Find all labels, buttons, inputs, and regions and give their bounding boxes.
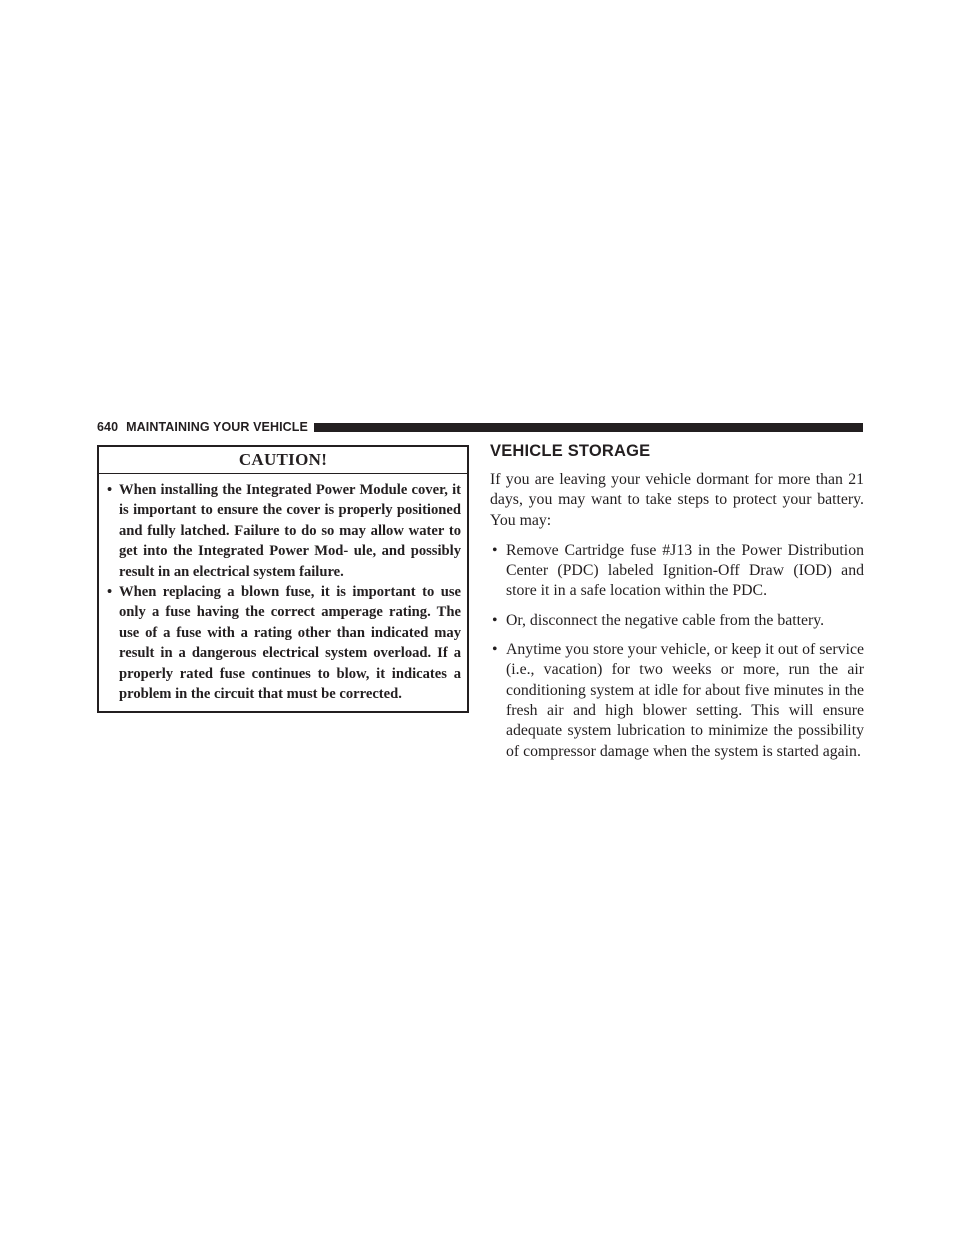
list-item <box>490 611 864 631</box>
caution-item <box>99 480 461 582</box>
bullet-icon: • <box>492 541 498 559</box>
list-item-text: Remove Cartridge fuse #J13 in the Power Distribution Center (PDC) labeled Ignition-Off Draw (IOD) and store it in a safe location within the PDC. <box>506 541 864 600</box>
bullet-icon: • <box>107 584 113 601</box>
section-heading: VEHICLE STORAGE <box>490 442 651 460</box>
caution-item-text: When replacing a blown fuse, it is important to use only a fuse having the correct amperage rating. The use of a fuse with a rating other than indicated may result in a dangerous electrical system overload. If a properly rated fuse continues to blow, it indicates a problem in the circuit that must be corrected. <box>119 584 461 703</box>
caution-item <box>99 582 461 704</box>
bullet-icon: • <box>107 482 113 498</box>
vehicle-storage-section <box>490 440 864 771</box>
header-rule <box>314 423 863 432</box>
intro-paragraph: If you are leaving your vehicle dormant for more than 21 days, you may want to take steps to protect your battery. You may: <box>490 471 864 529</box>
section-title: MAINTAINING YOUR VEHICLE <box>126 420 308 434</box>
page-header <box>97 419 863 435</box>
storage-steps-list <box>490 541 864 762</box>
list-item <box>490 640 864 762</box>
list-item <box>490 541 864 602</box>
bullet-icon: • <box>492 641 498 659</box>
caution-list <box>99 474 467 704</box>
caution-title: CAUTION! <box>99 447 467 474</box>
bullet-icon: • <box>492 611 498 629</box>
page-number: 640 <box>97 420 119 434</box>
list-item-text: Anytime you store your vehicle, or keep it out of service (i.e., vacation) for two weeks or more, run the air conditioning system at idle for about five minutes in the fresh air and high blower setting. This will ensure adequate system lubrication to minimize the possibility of compressor damage when the system is started again. <box>506 641 864 760</box>
caution-box <box>97 445 469 713</box>
list-item-text: Or, disconnect the negative cable from the battery. <box>506 611 825 629</box>
caution-item-text: When installing the Integrated Power Module cover, it is important to ensure the cover is properly positioned and fully latched. Failure to do so may allow water to get into the Integrated Power Mod- ule, and possibly result in an electrical system failure. <box>119 482 461 580</box>
